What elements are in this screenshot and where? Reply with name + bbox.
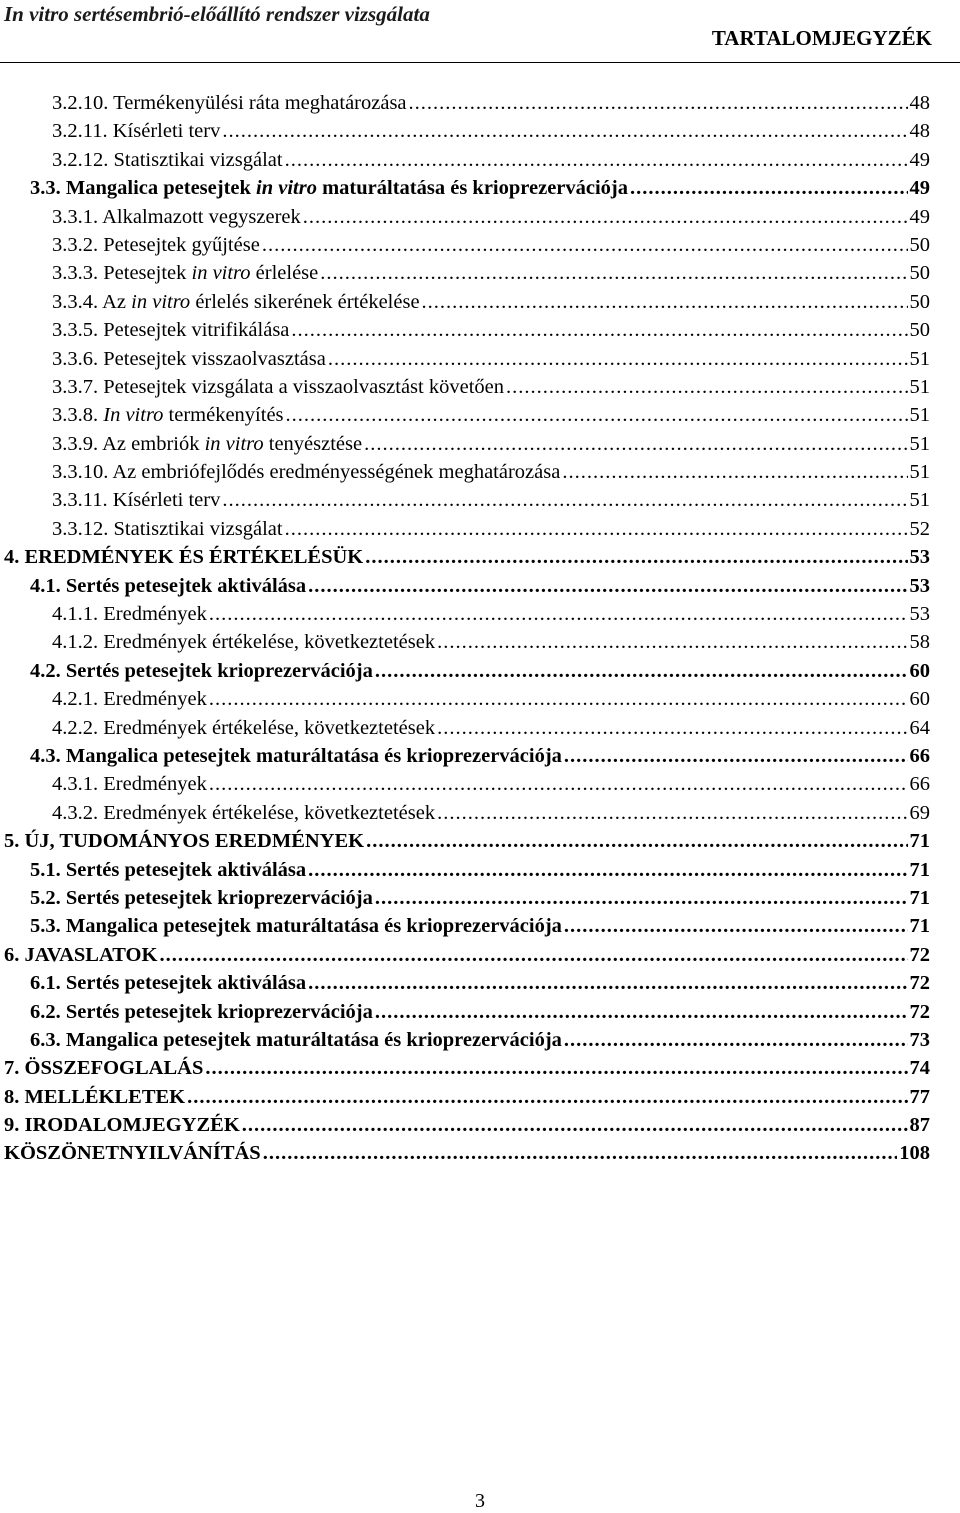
toc-entry-title — [52, 345, 326, 373]
toc-dot-leader — [564, 1026, 908, 1054]
toc-entry-text: Eredmények — [103, 688, 207, 711]
toc-entry[interactable] — [0, 117, 960, 145]
toc-entry-text: Kísérleti terv — [112, 120, 221, 143]
toc-entry-page: 53 — [909, 603, 930, 626]
toc-entry[interactable] — [0, 458, 960, 486]
toc-entry[interactable] — [0, 998, 960, 1026]
toc-entry-page: 71 — [909, 915, 930, 938]
toc-entry-number: 3.3.1. — [52, 205, 103, 228]
toc-entry-title — [30, 657, 373, 685]
toc-entry[interactable] — [0, 685, 960, 713]
toc-entry-title — [52, 770, 207, 798]
toc-entry-number: 4.3.1. — [52, 773, 104, 796]
toc-entry-number: 3.2.12. — [52, 148, 114, 171]
toc-entry-text: ÚJ, TUDOMÁNYOS EREDMÉNYEK — [24, 830, 365, 853]
toc-dot-leader — [437, 714, 907, 742]
toc-entry-text: Eredmények értékelése, következtetések — [103, 631, 436, 654]
toc-dot-leader — [564, 742, 908, 770]
toc-entry[interactable] — [0, 856, 960, 884]
toc-entry[interactable] — [0, 912, 960, 940]
toc-entry-number: 4.3.2. — [52, 801, 104, 824]
toc-dot-leader — [263, 1139, 898, 1167]
toc-entry-text: Kísérleti terv — [112, 489, 221, 512]
toc-entry-page: 51 — [909, 404, 930, 427]
toc-entry-title — [30, 969, 306, 997]
toc-dot-leader — [205, 1054, 907, 1082]
toc-entry-text: Alkalmazott vegyszerek — [102, 205, 301, 228]
toc-entry[interactable] — [0, 572, 960, 600]
toc-entry-text: Sertés petesejtek krioprezervációja — [65, 659, 373, 682]
toc-entry-title — [52, 373, 504, 401]
toc-entry-text: Sertés petesejtek krioprezervációja — [65, 1000, 373, 1023]
toc-entry-number: 4.2.2. — [52, 716, 104, 739]
toc-entry-text: Az — [102, 290, 132, 313]
toc-entry-page: 108 — [899, 1142, 930, 1165]
toc-entry-title — [30, 572, 306, 600]
toc-entry-text: Petesejtek — [103, 262, 192, 285]
toc-entry-page: 51 — [909, 375, 930, 398]
toc-entry-text: termékenyítés — [163, 404, 284, 427]
toc-entry-page: 72 — [909, 972, 930, 995]
toc-entry-number: 3.3. — [30, 177, 66, 200]
toc-entry[interactable] — [0, 941, 960, 969]
toc-entry-title — [52, 259, 318, 287]
toc-entry-title — [52, 288, 420, 316]
toc-entry-title — [30, 742, 562, 770]
toc-entry-number: 6.3. — [30, 1028, 66, 1051]
toc-entry-text: maturáltatása és krioprezervációja — [316, 177, 629, 200]
toc-entry-text: IRODALOMJEGYZÉK — [24, 1114, 240, 1137]
toc-entry-page: 50 — [909, 262, 930, 285]
toc-entry-number: 3.2.10. — [52, 92, 114, 114]
toc-entry[interactable] — [0, 770, 960, 798]
toc-dot-leader — [375, 884, 908, 912]
toc-entry[interactable] — [0, 1054, 960, 1082]
toc-entry[interactable] — [0, 1083, 960, 1111]
toc-entry-title — [4, 1083, 185, 1111]
toc-entry-page: 66 — [909, 773, 930, 796]
toc-entry-title — [52, 685, 207, 713]
toc-entry[interactable] — [0, 146, 960, 174]
toc-entry[interactable] — [0, 657, 960, 685]
toc-entry-number: 6.2. — [30, 1000, 66, 1023]
toc-entry[interactable] — [0, 515, 960, 543]
toc-entry-number: 3.2.11. — [52, 120, 113, 143]
toc-entry[interactable] — [0, 600, 960, 628]
toc-entry[interactable] — [0, 714, 960, 742]
toc-entry[interactable] — [0, 345, 960, 373]
toc-entry-text: in vitro — [256, 177, 317, 200]
toc-dot-leader — [437, 799, 907, 827]
toc-entry-text: Petesejtek gyűjtése — [103, 233, 260, 256]
toc-entry-page: 66 — [909, 744, 930, 767]
toc-dot-leader — [262, 231, 908, 259]
header-divider — [0, 62, 960, 63]
toc-entry-number: 3.3.7. — [52, 375, 104, 398]
toc-entry-page: 87 — [909, 1114, 930, 1137]
toc-entry-text: In vitro — [103, 404, 164, 427]
toc-entry-number: 3.3.4. — [52, 290, 103, 313]
toc-entry-text: Eredmények értékelése, következtetések — [103, 801, 436, 824]
toc-dot-leader — [209, 770, 908, 798]
toc-entry-title — [30, 856, 306, 884]
toc-entry-text: ÖSSZEFOGLALÁS — [24, 1057, 204, 1080]
toc-entry[interactable] — [0, 231, 960, 259]
toc-dot-leader — [308, 969, 907, 997]
toc-entry[interactable] — [0, 288, 960, 316]
toc-entry-title — [52, 799, 435, 827]
toc-dot-leader — [630, 174, 907, 202]
toc-entry[interactable] — [0, 259, 960, 287]
toc-entry-text: MELLÉKLETEK — [24, 1085, 186, 1108]
toc-entry-text: Mangalica petesejtek maturáltatása és krioprezervációja — [65, 915, 562, 938]
toc-entry[interactable] — [0, 799, 960, 827]
toc-entry-text: Petesejtek vitrifikálása — [103, 319, 290, 342]
toc-dot-leader — [285, 515, 908, 543]
toc-entry-number: 5.1. — [30, 858, 66, 881]
toc-entry-text: Az embriók — [102, 432, 205, 455]
toc-entry-title — [52, 458, 560, 486]
toc-entry-text: Eredmények — [103, 773, 207, 796]
toc-entry-number: 3.3.6. — [52, 347, 104, 370]
document-title: In vitro sertésembrió-előállító rendszer vizsgálata — [4, 2, 430, 26]
toc-dot-leader — [242, 1111, 908, 1139]
toc-entry-page: 50 — [909, 319, 930, 342]
toc-entry-page: 58 — [909, 631, 930, 654]
toc-dot-leader — [328, 345, 908, 373]
toc-entry-page: 74 — [909, 1057, 930, 1080]
toc-entry-title — [30, 884, 373, 912]
toc-entry-title — [30, 912, 562, 940]
toc-entry-title — [30, 1026, 562, 1054]
toc-entry-title — [52, 515, 283, 543]
toc-entry-title — [4, 827, 364, 855]
toc-entry-page: 71 — [909, 886, 930, 909]
toc-entry-page: 51 — [909, 461, 930, 484]
toc-entry-number: 6. — [4, 943, 25, 966]
toc-entry-title — [4, 941, 157, 969]
toc-entry-number: 3.3.3. — [52, 262, 104, 285]
toc-entry[interactable] — [0, 401, 960, 429]
toc-entry-title — [52, 628, 435, 656]
toc-dot-leader — [308, 856, 907, 884]
toc-dot-leader — [437, 628, 907, 656]
toc-entry-text: JAVASLATOK — [24, 943, 158, 966]
toc-dot-leader — [308, 572, 907, 600]
toc-dot-leader — [366, 827, 907, 855]
toc-entry-page: 49 — [909, 205, 930, 228]
toc-entry-page: 48 — [909, 92, 930, 114]
toc-dot-leader — [209, 685, 908, 713]
toc-entry-text: in vitro — [191, 262, 251, 285]
toc-dot-leader — [187, 1083, 907, 1111]
toc-entry-page: 51 — [909, 432, 930, 455]
toc-entry-text: Mangalica petesejtek — [65, 177, 257, 200]
toc-entry[interactable] — [0, 543, 960, 571]
toc-entry-page: 72 — [909, 1000, 930, 1023]
toc-entry-number: 8. — [4, 1085, 25, 1108]
toc-entry-number: 5.3. — [30, 915, 66, 938]
toc-entry-text: Statisztikai vizsgálat — [113, 517, 283, 540]
toc-entry-number: 3.3.10. — [52, 461, 113, 484]
toc-entry-text: Eredmények — [103, 603, 207, 626]
toc-entry-title — [4, 543, 363, 571]
table-of-contents — [0, 89, 960, 1168]
toc-entry-number: 4. — [4, 546, 25, 569]
toc-dot-leader — [409, 89, 908, 117]
toc-entry-text: Eredmények értékelése, következtetések — [103, 716, 436, 739]
toc-entry-text: Sertés petesejtek aktiválása — [65, 574, 307, 597]
toc-entry-text: in vitro — [131, 290, 191, 313]
toc-entry-number: 3.3.8. — [52, 404, 104, 427]
toc-entry[interactable] — [0, 969, 960, 997]
toc-dot-leader — [285, 146, 908, 174]
toc-entry-text: Petesejtek visszaolvasztása — [103, 347, 326, 370]
toc-entry-text: Mangalica petesejtek maturáltatása és krioprezervációja — [65, 744, 562, 767]
toc-entry[interactable] — [0, 486, 960, 514]
toc-entry-text: Mangalica petesejtek maturáltatása és krioprezervációja — [65, 1028, 562, 1051]
page-header — [0, 0, 960, 64]
toc-entry[interactable] — [0, 884, 960, 912]
toc-entry-page: 69 — [909, 801, 930, 824]
toc-entry-title — [4, 1111, 240, 1139]
toc-entry-page: 49 — [909, 177, 930, 200]
toc-entry-text: Sertés petesejtek krioprezervációja — [65, 886, 373, 909]
toc-entry-page: 51 — [909, 489, 930, 512]
toc-dot-leader — [422, 288, 908, 316]
toc-dot-leader — [364, 430, 907, 458]
toc-entry-number: 6.1. — [30, 972, 66, 995]
toc-entry-page: 71 — [909, 858, 930, 881]
toc-dot-leader — [564, 912, 908, 940]
toc-entry-title — [4, 1139, 261, 1167]
toc-entry-text: Sertés petesejtek aktiválása — [65, 972, 307, 995]
toc-dot-leader — [562, 458, 907, 486]
page-number: 3 — [475, 1490, 485, 1512]
toc-entry-text: KÖSZÖNETNYILVÁNÍTÁS — [4, 1142, 261, 1165]
toc-entry-number: 5.2. — [30, 886, 66, 909]
toc-entry-number: 4.2.1. — [52, 688, 104, 711]
toc-entry-title — [52, 146, 283, 174]
toc-entry-title — [30, 174, 628, 202]
toc-entry-page: 64 — [909, 716, 930, 739]
toc-entry-title — [52, 401, 284, 429]
toc-entry[interactable] — [0, 89, 960, 117]
toc-entry-title — [52, 117, 220, 145]
toc-entry-page: 72 — [909, 943, 930, 966]
toc-entry[interactable] — [0, 628, 960, 656]
toc-entry[interactable] — [0, 1111, 960, 1139]
toc-entry[interactable] — [0, 430, 960, 458]
toc-entry-number: 4.1. — [30, 574, 66, 597]
toc-entry-number: 3.3.2. — [52, 233, 104, 256]
toc-entry-title — [52, 430, 362, 458]
toc-entry-page: 51 — [909, 347, 930, 370]
toc-entry-page: 48 — [909, 120, 930, 143]
toc-dot-leader — [375, 998, 908, 1026]
toc-entry-text: Az embriófejlődés eredményességének meghatározása — [112, 461, 561, 484]
toc-entry-page: 73 — [909, 1028, 930, 1051]
toc-entry-text: Sertés petesejtek aktiválása — [65, 858, 307, 881]
toc-entry-page: 50 — [909, 290, 930, 313]
toc-entry-page: 53 — [909, 574, 930, 597]
toc-entry-page: 49 — [909, 148, 930, 171]
toc-dot-leader — [303, 203, 908, 231]
toc-entry-title — [52, 486, 220, 514]
toc-entry-title — [30, 998, 373, 1026]
toc-entry-page: 71 — [909, 830, 930, 853]
toc-entry[interactable] — [0, 1026, 960, 1054]
toc-entry-title — [4, 1054, 203, 1082]
toc-entry-number: 3.3.12. — [52, 517, 114, 540]
toc-dot-leader — [222, 117, 907, 145]
section-title: TARTALOMJEGYZÉK — [711, 26, 932, 50]
toc-entry-page: 60 — [909, 659, 930, 682]
toc-entry-number: 4.1.1. — [52, 603, 104, 626]
toc-entry-title — [52, 714, 435, 742]
toc-dot-leader — [320, 259, 907, 287]
toc-entry-page: 60 — [909, 688, 930, 711]
toc-dot-leader — [291, 316, 907, 344]
toc-entry-page: 77 — [909, 1085, 930, 1108]
toc-entry-text: érlelés sikerének értékelése — [190, 290, 420, 313]
toc-entry-text: EREDMÉNYEK ÉS ÉRTÉKELÉSÜK — [24, 546, 364, 569]
toc-entry-text: Statisztikai vizsgálat — [113, 148, 283, 171]
toc-entry-page: 52 — [909, 517, 930, 540]
toc-entry[interactable] — [0, 373, 960, 401]
toc-entry-page: 53 — [909, 546, 930, 569]
toc-entry-number: 5. — [4, 830, 25, 853]
toc-dot-leader — [286, 401, 908, 429]
toc-entry-title — [52, 203, 301, 231]
toc-entry-text: tenyésztése — [263, 432, 363, 455]
toc-entry[interactable] — [0, 742, 960, 770]
toc-dot-leader — [506, 373, 907, 401]
toc-entry[interactable] — [0, 316, 960, 344]
toc-entry-text: in vitro — [204, 432, 264, 455]
toc-entry[interactable] — [0, 1139, 960, 1167]
toc-entry[interactable] — [0, 827, 960, 855]
toc-entry[interactable] — [0, 174, 960, 202]
toc-entry-number: 4.3. — [30, 744, 66, 767]
toc-entry-title — [52, 89, 407, 117]
toc-entry-number: 4.2. — [30, 659, 66, 682]
toc-entry-text: Termékenyülési ráta meghatározása — [113, 92, 407, 114]
toc-entry-title — [52, 600, 207, 628]
toc-entry-number: 7. — [4, 1057, 25, 1080]
toc-entry-number: 3.3.5. — [52, 319, 104, 342]
toc-entry-text: érlelése — [250, 262, 319, 285]
toc-entry-number: 3.3.11. — [52, 489, 113, 512]
toc-entry-number: 4.1.2. — [52, 631, 104, 654]
toc-entry-number: 3.3.9. — [52, 432, 103, 455]
toc-entry-title — [52, 231, 260, 259]
toc-dot-leader — [365, 543, 907, 571]
toc-entry[interactable] — [0, 203, 960, 231]
toc-dot-leader — [222, 486, 907, 514]
toc-entry-text: Petesejtek vizsgálata a visszaolvasztást követően — [103, 375, 505, 398]
toc-dot-leader — [375, 657, 908, 685]
toc-dot-leader — [159, 941, 907, 969]
toc-entry-title — [52, 316, 289, 344]
toc-dot-leader — [209, 600, 908, 628]
toc-entry-page: 50 — [909, 233, 930, 256]
toc-entry-number: 9. — [4, 1114, 25, 1137]
